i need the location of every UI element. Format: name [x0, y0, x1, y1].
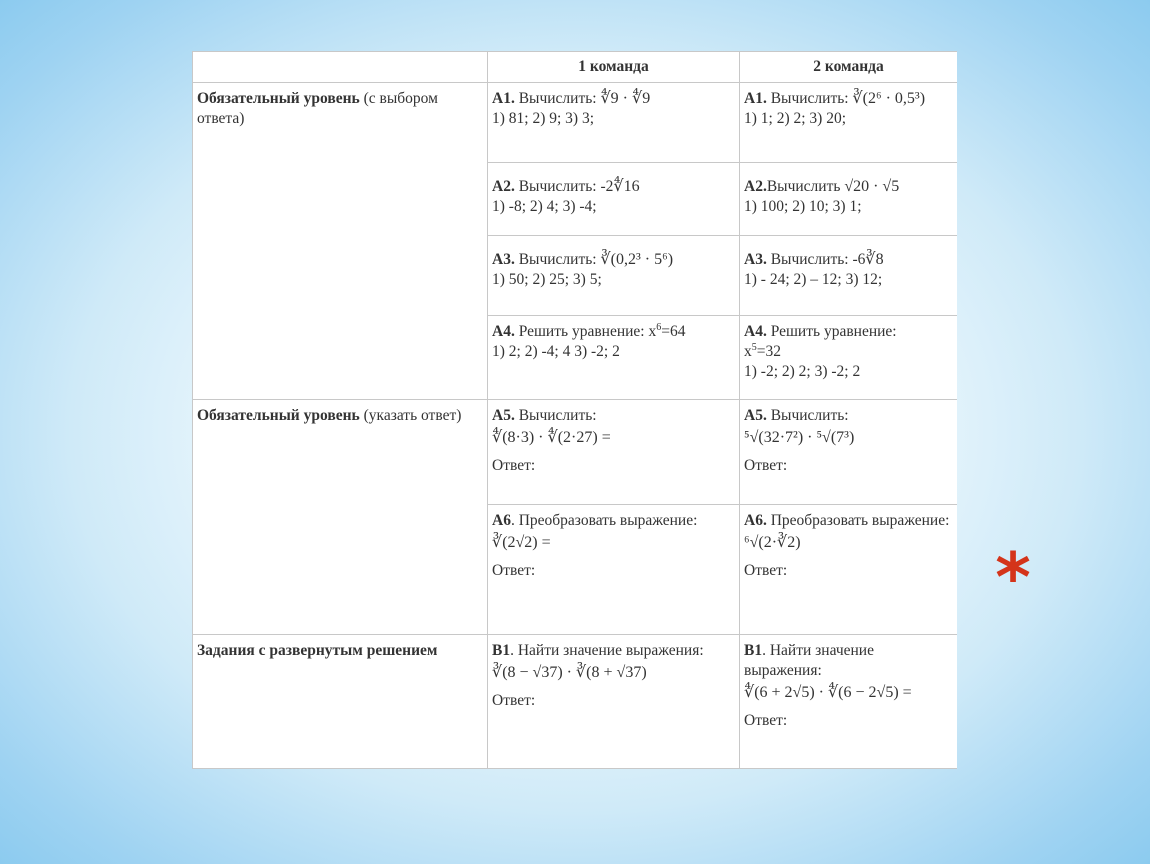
task-cell-t2-a1 [740, 83, 958, 163]
task-text: Вычислить: -2 [514, 178, 614, 196]
task-options: 1) - 24; 2) – 12; 3) 12; [744, 271, 883, 289]
task-formula: ⁵√(32·7²) · ⁵√(7³) [744, 429, 855, 447]
task-cell-t1-a6 [488, 504, 740, 634]
answer-label: Ответ: [492, 691, 536, 709]
task-formula: ∜(8·3) · ∜(2·27) = [492, 429, 611, 447]
task-options: 1) 1; 2) 2; 3) 20; [744, 110, 847, 128]
task-formula: ∛(2⁶ · 0,5³) [852, 90, 926, 108]
task-table-sheet [192, 51, 957, 769]
section-title-rest: (с выбором ответа) [197, 90, 438, 128]
task-cell-t1-a1 [488, 83, 740, 163]
task-formula: ∜(6 + 2√5) · ∜(6 − 2√5) = [744, 683, 912, 701]
section-title-bold: Задания с развернутым решением [197, 641, 438, 659]
task-cell-t2-a3 [740, 236, 958, 316]
task-label: А3. [744, 251, 767, 269]
task-options: 1) -2; 2) 2; 3) -2; 2 [744, 363, 861, 381]
task-text: Вычислить: [766, 90, 849, 108]
task-formula: ⁶√(2·∛2) [744, 533, 801, 551]
task-table [192, 51, 957, 769]
task-label: А4. [744, 323, 767, 341]
task-cell-t1-a5 [488, 400, 740, 504]
task-options: 1) 2; 2) -4; 4 3) -2; 2 [492, 343, 620, 361]
task-text: Вычислить: [514, 251, 597, 269]
task-cell-t2-a4 [740, 316, 958, 400]
task-text: Решить уравнение: x [514, 323, 657, 341]
task-label: А2. [744, 178, 767, 196]
task-options: 1) 100; 2) 10; 3) 1; [744, 198, 862, 216]
table-row [193, 83, 958, 163]
answer-label: Ответ: [744, 561, 788, 579]
section-title-bold: Обязательный уровень [197, 90, 360, 108]
exponent: 6 [656, 322, 662, 334]
task-formula: ∜16 [613, 178, 640, 196]
answer-label: Ответ: [744, 711, 788, 729]
task-text: Вычислить [766, 178, 841, 196]
answer-label: Ответ: [492, 457, 536, 475]
task-formula: ∛8 [865, 251, 884, 269]
task-cell-t2-b1 [740, 634, 958, 768]
task-text: . Преобразовать выражение: [510, 511, 698, 529]
task-cell-t1-a4 [488, 316, 740, 400]
task-label: А5. [492, 407, 515, 425]
task-formula: ∛(2√2) = [492, 533, 551, 551]
task-formula: ∛(0,2³ · 5⁶) [600, 251, 674, 269]
exponent: 5 [751, 342, 757, 354]
task-formula: ∜9 · ∜9 [600, 90, 651, 108]
section-title-bold: Обязательный уровень [197, 407, 360, 425]
task-text: . Найти значение выражения: [510, 641, 704, 659]
task-options: 1) 50; 2) 25; 3) 5; [492, 271, 602, 289]
header-row [193, 52, 958, 83]
section-title-rest: (указать ответ) [359, 407, 462, 425]
task-cell-t1-b1 [488, 634, 740, 768]
task-label: А1. [744, 90, 767, 108]
section-required-answer [193, 400, 488, 634]
task-text: Вычислить: [766, 407, 849, 425]
task-text: . Найти значение выражения: [744, 641, 874, 679]
task-cell-t1-a3 [488, 236, 740, 316]
task-cell-t1-a2 [488, 163, 740, 236]
task-label: А4. [492, 323, 515, 341]
task-options: 1) 81; 2) 9; 3) 3; [492, 110, 595, 128]
section-extended-solution [193, 634, 488, 768]
task-label: В1 [744, 641, 763, 659]
task-cell-t2-a5 [740, 400, 958, 504]
answer-label: Ответ: [492, 561, 536, 579]
header-team1: 1 команда [488, 52, 740, 83]
answer-label: Ответ: [744, 457, 788, 475]
task-text: Вычислить: -6 [766, 251, 866, 269]
task-text: Вычислить: [514, 407, 597, 425]
equation-rhs: =64 [661, 323, 686, 341]
header-team2: 2 команда [740, 52, 958, 83]
task-label: А2. [492, 178, 515, 196]
task-label: А3. [492, 251, 515, 269]
task-formula: ∛(8 − √37) · ∛(8 + √37) [492, 663, 647, 681]
table-row [193, 634, 958, 768]
task-label: А6. [744, 511, 767, 529]
task-label: В1 [492, 641, 511, 659]
variable: x [744, 343, 752, 361]
task-text: Преобразовать выражение: [766, 511, 950, 529]
section-required-choice [193, 83, 488, 400]
asterisk-icon: * [995, 539, 1031, 618]
task-text: Вычислить: [514, 90, 597, 108]
task-cell-t2-a6 [740, 504, 958, 634]
equation-rhs: =32 [756, 343, 781, 361]
table-row [193, 400, 958, 504]
task-formula: √20 · √5 [844, 178, 900, 196]
task-cell-t2-a2 [740, 163, 958, 236]
task-text: Решить уравнение: [766, 323, 897, 341]
task-label: А6 [492, 511, 511, 529]
header-empty-cell [193, 52, 488, 83]
task-label: А5. [744, 407, 767, 425]
task-options: 1) -8; 2) 4; 3) -4; [492, 198, 597, 216]
task-label: А1. [492, 90, 515, 108]
